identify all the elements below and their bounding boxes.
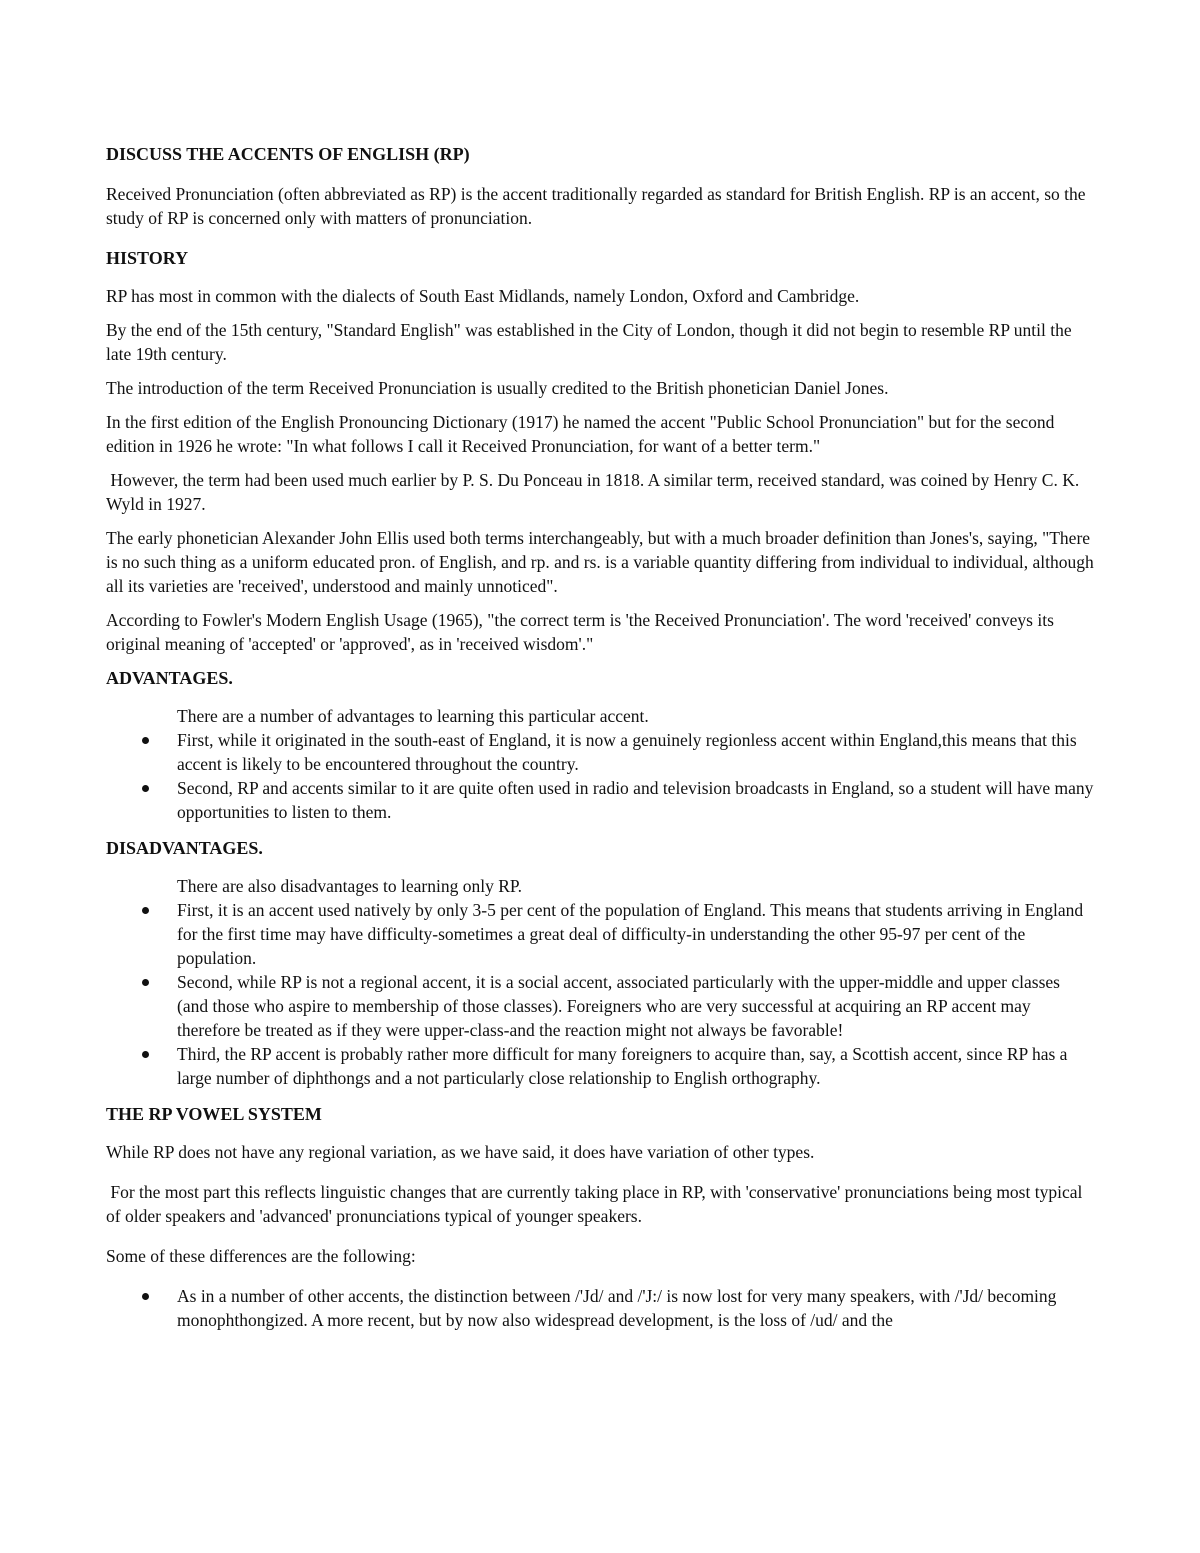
vowel-system-paragraph: While RP does not have any regional variation, as we have said, it does have variation of other types. [106, 1142, 815, 1162]
disadvantages-list [106, 898, 1094, 1090]
bullet-icon [142, 979, 149, 986]
bullet-icon [142, 1051, 149, 1058]
history-paragraph: According to Fowler's Modern English Usage (1965), "the correct term is 'the Received Pronunciation'. The word 'received' conveys its original meaning of 'accepted' or 'approved', as in 'received wisdom'." [106, 610, 1054, 654]
advantages-intro: There are a number of advantages to learning this particular accent. [177, 706, 649, 726]
bullet-icon [142, 785, 149, 792]
history-paragraph: In the first edition of the English Pronouncing Dictionary (1917) he named the accent "Public School Pronunciation" but for the second edition in 1926 he wrote: "In what follows I call it Received Pronunciation, for want of a better term." [106, 412, 1055, 456]
bullet-icon [142, 737, 149, 744]
list-item [106, 1042, 1094, 1090]
list-item-text: As in a number of other accents, the distinction between /'Jd/ and /'J:/ is now lost for very many speakers, with /'Jd/ becoming monophthongized. A more recent, but by now also widespread development, is the loss of /ud/ and the [177, 1286, 1057, 1330]
history-paragraph: The early phonetician Alexander John Ellis used both terms interchangeably, but with a much broader definition than Jones's, saying, "There is no such thing as a uniform educated pron. of English, and rp. and rs. is a variable quantity differing from individual to individual, although all its varieties are 'received', understood and mainly unnoticed". [106, 528, 1094, 596]
vowel-system-paragraph: Some of these differences are the following: [106, 1246, 416, 1266]
bullet-icon [142, 1293, 149, 1300]
vowel-differences-list [106, 1284, 1094, 1332]
section-heading-history: HISTORY [106, 248, 189, 268]
list-item [106, 898, 1094, 970]
history-paragraph: By the end of the 15th century, "Standard English" was established in the City of London, though it did not begin to resemble RP until the late 19th century. [106, 320, 1072, 364]
document-body [106, 142, 1094, 1344]
section-heading-disadvantages: DISADVANTAGES. [106, 838, 263, 858]
history-paragraph: RP has most in common with the dialects of South East Midlands, namely London, Oxford and Cambridge. [106, 286, 860, 306]
list-item [106, 970, 1094, 1042]
list-item [106, 728, 1094, 776]
disadvantages-intro: There are also disadvantages to learning only RP. [177, 876, 523, 896]
list-item-text: Second, RP and accents similar to it are quite often used in radio and television broadcasts in England, so a student will have many opportunities to listen to them. [177, 778, 1094, 822]
history-paragraph: However, the term had been used much earlier by P. S. Du Ponceau in 1818. A similar term, received standard, was coined by Henry C. K. Wyld in 1927. [106, 470, 1084, 514]
list-item-text: Second, while RP is not a regional accent, it is a social accent, associated particularly with the upper-middle and upper classes (and those who aspire to membership of those classes). Foreigners who are very successful at acquiring an RP accent may therefore be treated as if they were upper-class-and the reaction might not always be favorable! [177, 972, 1060, 1040]
list-item-text: First, while it originated in the south-east of England, it is now a genuinely regionless accent within England,this means that this accent is likely to be encountered throughout the country. [177, 730, 1077, 774]
section-heading-vowel-system: THE RP VOWEL SYSTEM [106, 1104, 322, 1124]
section-heading-advantages: ADVANTAGES. [106, 668, 233, 688]
document-title: DISCUSS THE ACCENTS OF ENGLISH (RP) [106, 144, 470, 164]
list-item [106, 776, 1094, 824]
advantages-list [106, 728, 1094, 824]
list-item [106, 1284, 1094, 1332]
list-item-text: First, it is an accent used natively by only 3-5 per cent of the population of England. This means that students arriving in England for the first time may have difficulty-sometimes a great deal of difficulty-in understanding the other 95-97 per cent of the population. [177, 900, 1084, 968]
intro-paragraph: Received Pronunciation (often abbreviated as RP) is the accent traditionally regarded as standard for British English. RP is an accent, so the study of RP is concerned only with matters of pronunciation. [106, 184, 1086, 228]
history-paragraph: The introduction of the term Received Pronunciation is usually credited to the British phonetician Daniel Jones. [106, 378, 889, 398]
list-item-text: Third, the RP accent is probably rather more difficult for many foreigners to acquire than, say, a Scottish accent, since RP has a large number of diphthongs and a not particularly close relationship to English orthography. [177, 1044, 1068, 1088]
bullet-icon [142, 907, 149, 914]
vowel-system-paragraph: For the most part this reflects linguistic changes that are currently taking place in RP, with 'conservative' pronunciations being most typical of older speakers and 'advanced' pronunciations typical of younger speakers. [106, 1182, 1087, 1226]
